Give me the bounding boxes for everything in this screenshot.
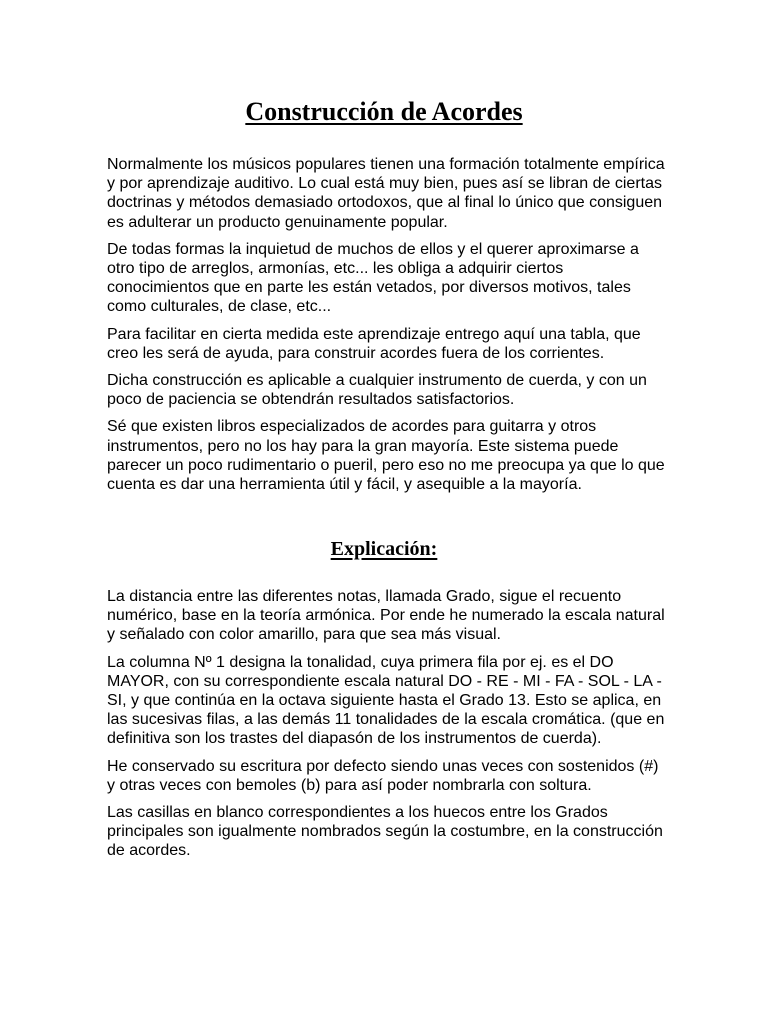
explanation-paragraph-3: He conservado su escritura por defecto siendo unas veces con sostenidos (#) y otras veces con bemoles (b) para así poder nombrarla con soltura. [107,757,659,794]
intro-paragraph-1: Normalmente los músicos populares tienen una formación totalmente empírica y por aprendizaje auditivo. Lo cual está muy bien, pues así se libran de ciertas doctrinas y métodos demasiado ortodoxos, que al final lo único que consiguen es adulterar un producto genuinamente popular. [107,156,665,231]
explanation-paragraph-4: Las casillas en blanco correspondientes a los huecos entre los Grados principales son igualmente nombrados según la costumbre, en la construcción de acordes. [107,804,663,860]
explanation-heading: Explicación: [330,538,438,560]
intro-paragraph-3: Para facilitar en cierta medida este aprendizaje entrego aquí una tabla, que creo les será de ayuda, para construir acordes fuera de los corrientes. [107,325,641,362]
intro-paragraph-4: Dicha construcción es aplicable a cualquier instrumento de cuerda, y con un poco de paciencia se obtendrán resultados satisfactorios. [107,372,647,409]
intro-paragraph-5: Sé que existen libros especializados de acordes para guitarra y otros instrumentos, pero no los hay para la gran mayoría. Este sistema puede parecer un poco rudimentario o pueril, pero eso no me preocupa ya que lo que cuenta es dar una herramienta útil y fácil, y asequible a la mayoría. [107,418,665,494]
intro-paragraph-2: De todas formas la inquietud de muchos de ellos y el querer aproximarse a otro tipo de arreglos, armonías, etc... les obliga a adquirir ciertos conocimientos que en parte les están vetados, por diversos motivos, tales como culturales, de clase, etc... [107,240,639,316]
document-title: Construcción de Acordes [245,97,523,126]
explanation-section [107,587,667,869]
explanation-paragraph-2: La columna Nº 1 designa la tonalidad, cuya primera fila por ej. es el DO MAYOR, con su correspondiente escala natural DO - RE - MI - FA - SOL - LA - SI, y que continúa en la octava siguiente hasta el Grado 13. Esto se aplica, en las sucesivas filas, a las demás 11 tonalidades de la escala cromática. (que en definitiva son los trastes del diapasón de los instrumentos de cuerda). [107,653,665,748]
explanation-paragraph-1: La distancia entre las diferentes notas, llamada Grado, sigue el recuento numérico, base en la teoría armónica. Por ende he numerado la escala natural y señalado con color amarillo, para que sea más visual. [107,588,665,644]
intro-section [107,155,667,502]
